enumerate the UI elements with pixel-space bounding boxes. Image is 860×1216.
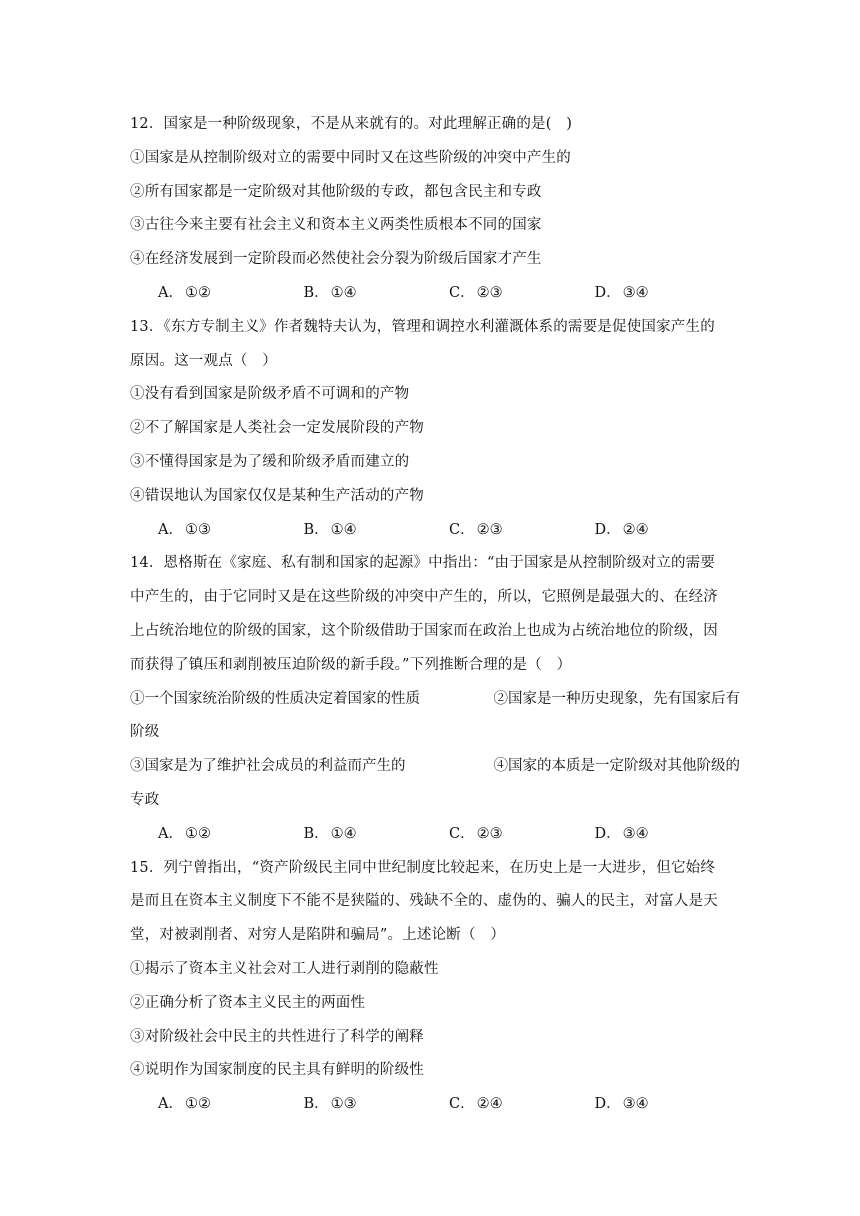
question-stem: 上占统治地位的阶级的国家，这个阶级借助于国家而在政治上也成为占统治地位的阶级，因 [130,622,718,639]
statement: ④国家的本质是一定阶级对其他阶级的 [493,758,740,775]
statement: ③不懂得国家是为了缓和阶级矛盾而建立的 [130,453,410,470]
question-12 [130,108,740,311]
question-stem: 原因。这一观点（ ） [130,352,277,369]
option-b[interactable]: B． ①④ [303,825,357,842]
option-d[interactable]: D． ③④ [594,825,649,842]
option-b[interactable]: B． ①④ [303,284,357,301]
option-d[interactable]: D． ③④ [594,1096,649,1113]
question-stem: 是而且在资本主义制度下不能不是狭隘的、残缺不全的、虚伪的、骗人的民主，对富人是天 [130,893,718,910]
option-a[interactable]: A． ①③ [158,521,211,538]
option-a[interactable]: A． ①② [158,284,211,301]
statement: ④错误地认为国家仅仅是某种生产活动的产物 [130,487,424,504]
answer-options [130,1088,740,1122]
statement-continuation: 阶级 [130,724,160,741]
answer-options [130,277,740,311]
statement: ①一个国家统治阶级的性质决定着国家的性质 [130,690,420,707]
question-stem: 而获得了镇压和剥削被压迫阶级的新手段。”下列推断合理的是（ ） [130,656,572,673]
statement: ①揭示了资本主义社会对工人进行剥削的隐蔽性 [130,960,439,977]
statement: ①国家是从控制阶级对立的需要中同时又在这些阶级的冲突中产生的 [130,149,571,166]
question-stem: 15．列宁曾指出，“资产阶级民主同中世纪制度比较起来，在历史上是一大进步，但它始终 [130,859,716,876]
option-c[interactable]: C． ②③ [449,521,503,538]
statement: ②正确分析了资本主义民主的两面性 [130,994,366,1011]
statement: ②所有国家都是一定阶级对其他阶级的专政，都包含民主和专政 [130,183,542,200]
option-a[interactable]: A． ①② [158,825,211,842]
exam-page [130,108,740,1122]
question-stem: 13．《东方专制主义》作者魏特夫认为，管理和调控水利灌溉体系的需要是促使国家产生的 [130,318,715,335]
option-b[interactable]: B． ①④ [303,521,357,538]
statement: ②国家是一种历史现象，先有国家后有 [493,690,740,707]
statement: ③国家是为了维护社会成员的利益而产生的 [130,758,406,775]
statement: ①没有看到国家是阶级矛盾不可调和的产物 [130,386,410,403]
question-stem: 中产生的，由于它同时又是在这些阶级的冲突中产生的，所以，它照例是最强大的、在经济 [130,589,718,606]
option-c[interactable]: C． ②④ [449,1096,503,1113]
option-d[interactable]: D． ②④ [594,521,649,538]
question-stem: 12．国家是一种阶级现象，不是从来就有的。对此理解正确的是( ) [130,116,573,132]
statement-pair [130,750,740,784]
question-15 [130,852,740,1122]
question-stem: 14．恩格斯在《家庭、私有制和国家的起源》中指出：“由于国家是从控制阶级对立的需要 [130,555,716,572]
answer-options [130,514,740,548]
statement: ③对阶级社会中民主的共性进行了科学的阐释 [130,1028,424,1045]
option-b[interactable]: B． ①③ [303,1096,357,1113]
statement-continuation: 专政 [130,791,160,808]
question-stem: 堂，对被剥削者、对穷人是陷阱和骗局”。上述论断（ ） [130,927,506,944]
question-13 [130,311,740,548]
statement: ②不了解国家是人类社会一定发展阶段的产物 [130,420,424,437]
statement: ④在经济发展到一定阶段而必然使社会分裂为阶级后国家才产生 [130,251,542,268]
option-a[interactable]: A． ①② [158,1096,211,1113]
statement: ③古往今来主要有社会主义和资本主义两类性质根本不同的国家 [130,217,542,234]
option-c[interactable]: C． ②③ [449,284,503,301]
statement-pair [130,683,740,717]
question-14 [130,547,740,851]
option-c[interactable]: C． ②③ [449,825,503,842]
answer-options [130,818,740,852]
option-d[interactable]: D． ③④ [594,284,649,301]
statement: ④说明作为国家制度的民主具有鲜明的阶级性 [130,1062,424,1079]
